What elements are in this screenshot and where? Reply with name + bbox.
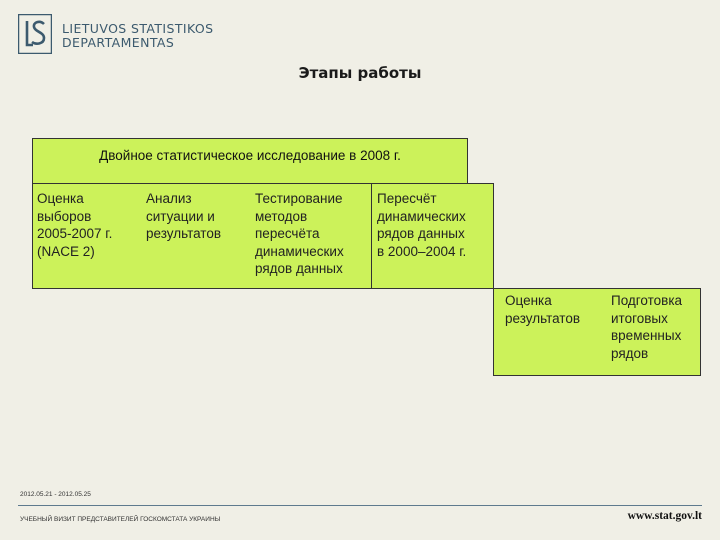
department-logo bbox=[18, 14, 218, 54]
footer-visit-title: УЧЕБНЫЙ ВИЗИТ ПРЕДСТАВИТЕЛЕЙ ГОСКОМСТАТА УКРАИНЫ bbox=[20, 516, 221, 523]
slide-title: Этапы работы bbox=[298, 64, 422, 82]
stage-results-evaluation: Оценка результатов bbox=[505, 293, 581, 326]
ls-logo-icon bbox=[18, 14, 52, 54]
footer-dates: 2012.05.21 - 2012.05.25 bbox=[20, 491, 91, 498]
stage-series-recalculation: Пересчёт динамических рядов данных в 2000–2004 г. bbox=[377, 191, 467, 259]
study-header-text: Двойное статистическое исследование в 2008 г. bbox=[99, 148, 401, 163]
stage-sample-evaluation: Оценка выборов 2005-2007 г. (NACE 2) bbox=[37, 191, 113, 259]
logo-line-1: LIETUVOS STATISTIKOS bbox=[62, 21, 214, 36]
stage-situation-analysis: Анализ ситуации и результатов bbox=[146, 191, 222, 241]
logo-line-2: DEPARTAMENTAS bbox=[62, 35, 175, 50]
study-header-box bbox=[32, 138, 468, 184]
logo-text bbox=[62, 22, 213, 50]
stage-method-testing: Тестирование методов пересчёта динамических рядов данных bbox=[255, 191, 344, 276]
footer-divider bbox=[18, 505, 702, 506]
stage-final-series-preparation: Подготовка итоговых временных рядов bbox=[611, 293, 683, 361]
footer-website-link[interactable]: www.stat.gov.lt bbox=[627, 510, 702, 522]
